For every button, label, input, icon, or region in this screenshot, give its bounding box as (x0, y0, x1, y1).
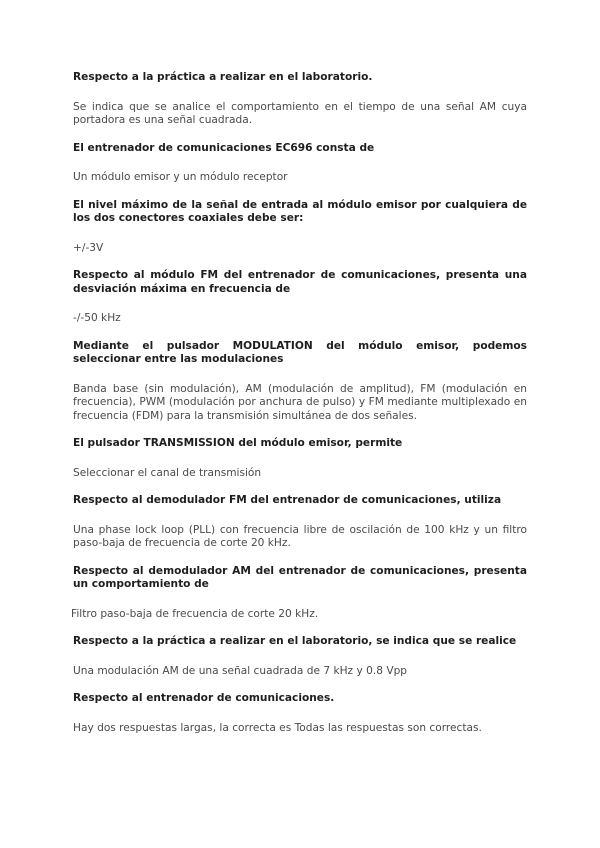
answer-10: Hay dos respuestas largas, la correcta es Todas las respuestas son correctas. (73, 721, 482, 734)
answer-7: Una phase lock loop (PLL) con frecuencia libre de oscilación de 100 kHz y un filtro paso-baja de frecuencia de corte 20 kHz. (73, 523, 527, 549)
answer-4: -/-50 kHz (73, 312, 121, 324)
answer-8: Filtro paso-baja de frecuencia de corte 20 kHz. (71, 607, 319, 620)
answer-6: Seleccionar el canal de transmisión (73, 466, 262, 479)
question-1: Respecto a la práctica a realizar en el laboratorio. (73, 71, 373, 83)
answer-5: Banda base (sin modulación), AM (modulación de amplitud), FM (modulación en frecuencia), PWM (modulación por anchura de pulso) y FM mediante multiplexado en frecuencia (FDM) para la transmisión simultánea de dos señales. (73, 382, 527, 422)
answer-3: +/-3V (73, 241, 104, 254)
question-4: Respecto al módulo FM del entrenador de comunicaciones, presenta una desviación máxima en frecuencia de (73, 269, 527, 295)
question-5: Mediante el pulsador MODULATION del módulo emisor, podemos seleccionar entre las modulaciones (73, 339, 527, 365)
question-8: Respecto al demodulador AM del entrenador de comunicaciones, presenta un comportamiento de (73, 564, 527, 590)
question-3: El nivel máximo de la señal de entrada al módulo emisor por cualquiera de los dos conectores coaxiales debe ser: (73, 198, 527, 224)
question-7: Respecto al demodulador FM del entrenador de comunicaciones, utiliza (73, 494, 502, 506)
question-9: Respecto a la práctica a realizar en el laboratorio, se indica que se realice (73, 635, 517, 647)
question-2: El entrenador de comunicaciones EC696 consta de (73, 141, 375, 154)
answer-1: Se indica que se analice el comportamiento en el tiempo de una señal AM cuya portadora es una señal cuadrada. (73, 100, 527, 126)
question-6: El pulsador TRANSMISSION del módulo emisor, permite (73, 437, 403, 449)
answer-2: Un módulo emisor y un módulo receptor (73, 171, 288, 183)
question-10: Respecto al entrenador de comunicaciones. (73, 692, 335, 704)
document-body (73, 71, 527, 735)
answer-9: Una modulación AM de una señal cuadrada de 7 kHz y 0.8 Vpp (73, 664, 408, 677)
